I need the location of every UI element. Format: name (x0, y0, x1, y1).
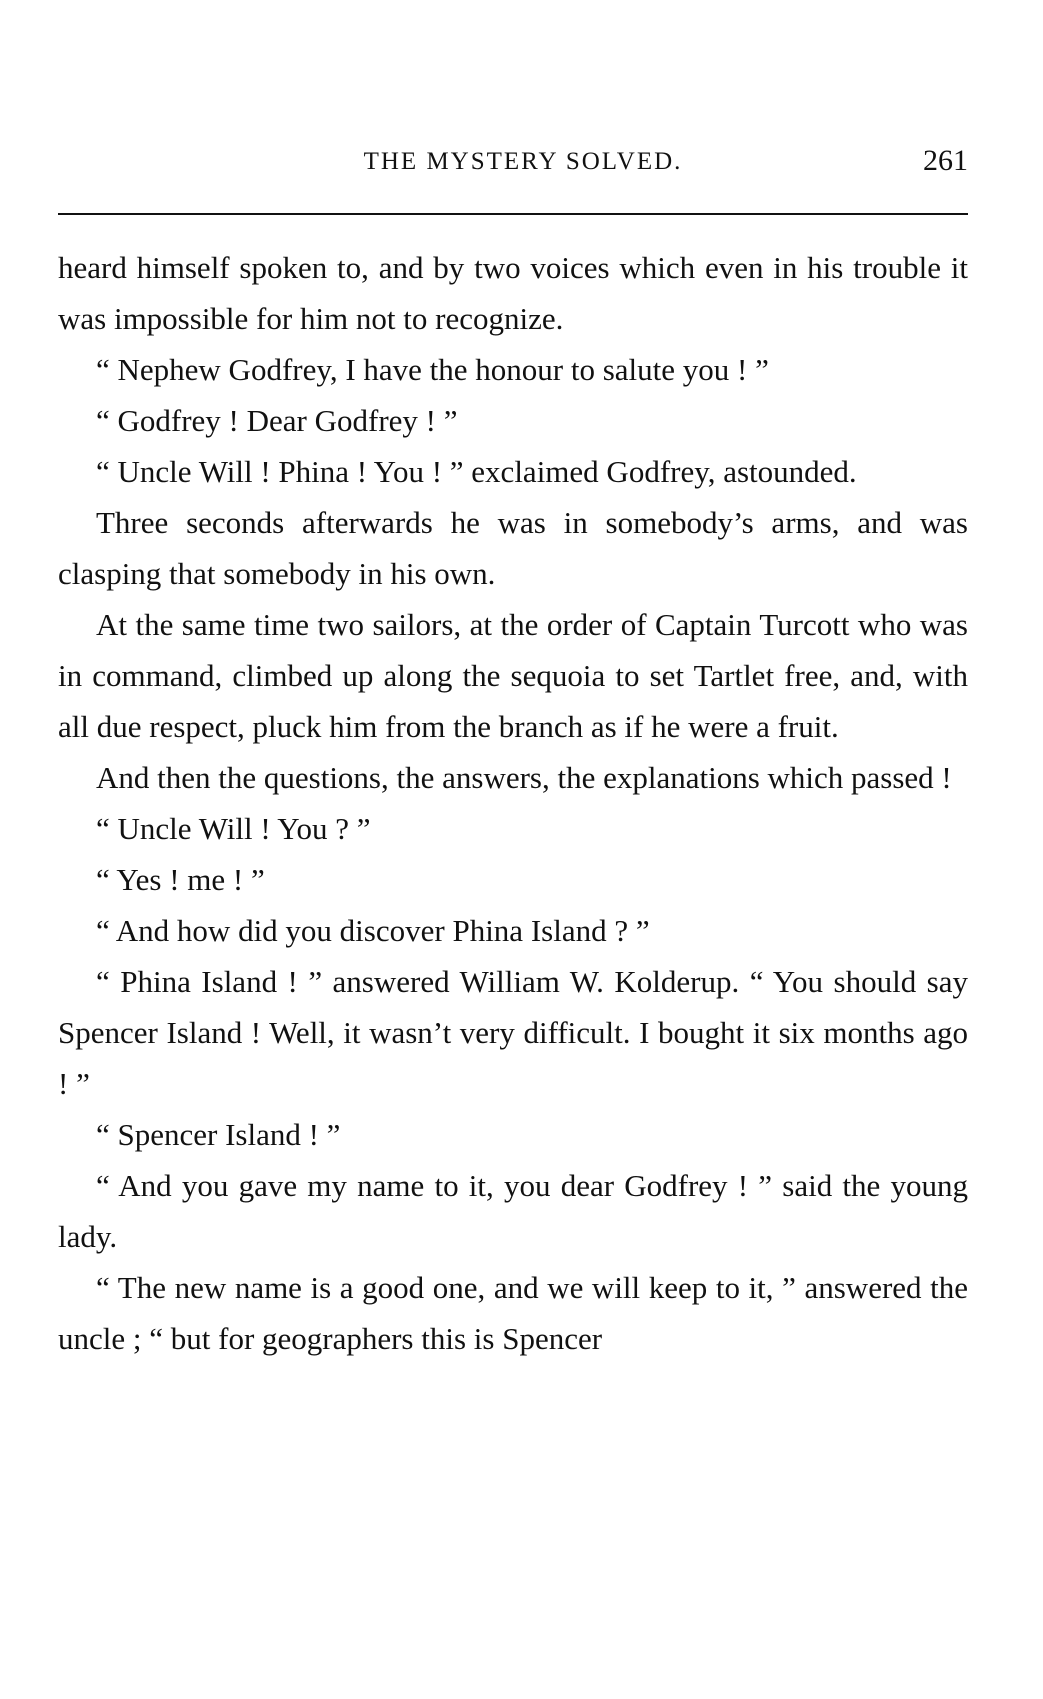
paragraph: “ Yes ! me ! ” (96, 862, 265, 897)
body-text (58, 242, 968, 1364)
paragraph: “ Uncle Will ! You ? ” (96, 811, 371, 846)
paragraph: At the same time two sailors, at the order of Captain Turcott who was in command, climbed up along the sequoia to set Tartlet free, and, with all due respect, pluck him from the branch as if he were a fruit. (58, 607, 968, 744)
running-title: THE MYSTERY SOLVED. (363, 148, 683, 175)
paragraph: And then the questions, the answers, the explanations which passed ! (96, 760, 952, 795)
paragraph: “ Godfrey ! Dear Godfrey ! ” (96, 403, 458, 438)
page-header (58, 144, 968, 188)
paragraph: Three seconds afterwards he was in somebody’s arms, and was clasping that somebody in his own. (58, 505, 968, 591)
page-number: 261 (923, 144, 968, 177)
paragraph: “ And you gave my name to it, you dear Godfrey ! ” said the young lady. (58, 1168, 968, 1254)
paragraph: “ The new name is a good one, and we will keep to it, ” answered the uncle ; “ but for geographers this is Spencer (58, 1270, 968, 1356)
paragraph: “ And how did you discover Phina Island ? ” (96, 913, 650, 948)
paragraph: “ Nephew Godfrey, I have the honour to salute you ! ” (96, 352, 769, 387)
paragraph-continued: heard himself spoken to, and by two voices which even in his trouble it was impossible for him not to recognize. (58, 250, 968, 336)
paragraph: “ Phina Island ! ” answered William W. Kolderup. “ You should say Spencer Island ! Well, it wasn’t very difficult. I bought it six months ago ! ” (58, 964, 968, 1101)
paragraph: “ Uncle Will ! Phina ! You ! ” exclaimed Godfrey, astounded. (96, 454, 857, 489)
paragraph: “ Spencer Island ! ” (96, 1117, 341, 1152)
header-rule (58, 213, 968, 215)
